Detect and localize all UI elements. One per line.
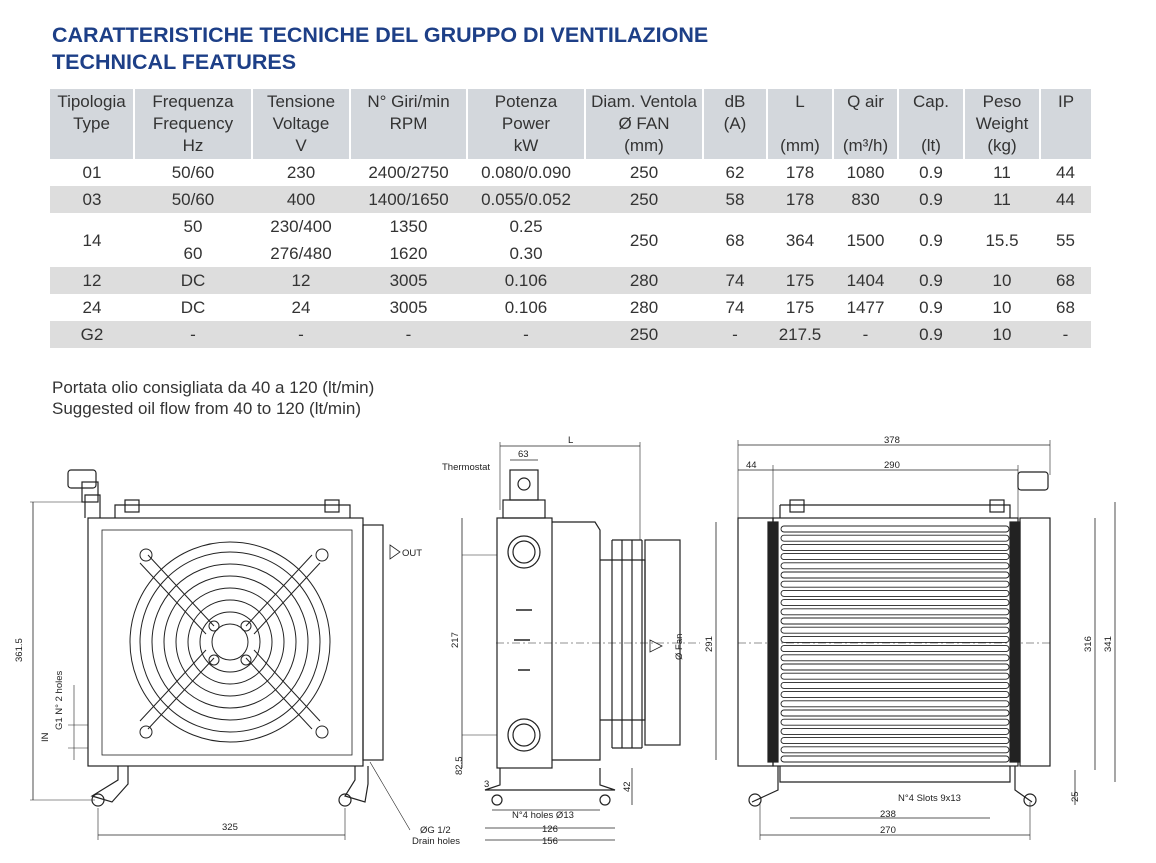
radiator-tube [781, 618, 1009, 624]
dim-side-217: 217 [450, 632, 461, 648]
dim-rear-378: 378 [884, 435, 900, 446]
dim-side-82: 82.5 [454, 756, 465, 775]
rear-view [716, 440, 1115, 840]
radiator-tube [781, 710, 1009, 716]
label-thermostat: Thermostat [442, 462, 491, 473]
dim-front-width: 325 [222, 822, 238, 833]
radiator-tube [781, 554, 1009, 560]
table-row: 24 DC 24 3005 0.106 280 74 175 1477 0.9 10 68 [82, 298, 1075, 317]
radiator-tube [781, 728, 1009, 734]
radiator-tube [781, 590, 1009, 596]
radiator-tube [781, 655, 1009, 661]
dim-rear-270: 270 [880, 825, 896, 836]
dim-side-156: 156 [542, 836, 558, 847]
dim-side-126: 126 [542, 824, 558, 835]
radiator-tube [781, 636, 1009, 642]
dim-side-L: L [568, 435, 574, 446]
side-view [462, 442, 700, 840]
page-title [52, 22, 708, 76]
dim-rear-316: 316 [1083, 636, 1094, 652]
radiator-tube [781, 627, 1009, 633]
radiator-tube [781, 600, 1009, 606]
radiator-tube [781, 719, 1009, 725]
table-row: G2 - - - - 250 - 217.5 - 0.9 10 - [50, 321, 1091, 348]
label-drain: Drain holes [412, 836, 461, 847]
dim-rear-291: 291 [704, 636, 715, 652]
header-fan-diameter: Diam. Ventola Ø FAN (mm) [585, 89, 703, 159]
fan-grille-icon [130, 542, 330, 742]
header-voltage: Tensione Voltage V [252, 89, 350, 159]
header-ip: IP [1040, 89, 1091, 159]
table-header-row [50, 89, 1091, 159]
label-rear-slots: N°4 Slots 9x13 [898, 793, 961, 804]
dim-side-42: 42 [622, 781, 633, 792]
header-capacity: Cap. (lt) [898, 89, 964, 159]
dim-side-3: 3 [484, 779, 490, 790]
radiator-fins [781, 526, 1009, 762]
dim-rear-25: 25 [1070, 791, 1081, 802]
table-row: 12 DC 12 3005 0.106 280 74 175 1404 0.9 10 68 [50, 267, 1091, 294]
label-side-holes: N°4 holes Ø13 [512, 810, 574, 821]
radiator-tube [781, 609, 1009, 615]
header-air-flow: Q air (m³/h) [833, 89, 898, 159]
table-row: 14 50 230/400 1350 0.25 250 68 364 1500 0.9 15.5 55 [82, 217, 1075, 250]
dimension-labels [14, 435, 1114, 847]
header-weight: Peso Weight (kg) [964, 89, 1040, 159]
title-italian: CARATTERISTICHE TECNICHE DEL GRUPPO DI VENTILAZIONE [52, 23, 709, 47]
header-type: Tipologia Type [50, 89, 134, 159]
label-in: IN [40, 732, 51, 742]
oil-flow-note-english: Suggested oil flow from 40 to 120 (lt/min) [52, 399, 361, 418]
radiator-tube [781, 572, 1009, 578]
title-english: TECHNICAL FEATURES [52, 50, 297, 74]
radiator-tube [781, 535, 1009, 541]
dim-side-63: 63 [518, 449, 529, 460]
front-view-frame [88, 518, 363, 766]
radiator-tube [781, 563, 1009, 569]
radiator-tube [781, 738, 1009, 744]
technical-drawing [0, 430, 1156, 863]
radiator-tube [781, 526, 1009, 532]
radiator-tube [781, 747, 1009, 753]
table-row: 03 50/60 400 1400/1650 0.055/0.052 250 58 178 830 0.9 11 44 [50, 186, 1091, 213]
dim-rear-238: 238 [880, 809, 896, 820]
dim-rear-44: 44 [746, 460, 757, 471]
radiator-tube [781, 701, 1009, 707]
dim-rear-290: 290 [884, 460, 900, 471]
label-fan-diameter: Ø Fan [674, 633, 685, 660]
radiator-tube [781, 544, 1009, 550]
table-row: 60 276/480 1620 0.30 [183, 244, 543, 263]
radiator-tube [781, 646, 1009, 652]
radiator-tube [781, 581, 1009, 587]
header-length: L (mm) [767, 89, 833, 159]
oil-flow-note [52, 377, 374, 419]
oil-flow-note-italian: Portata olio consigliata da 40 a 120 (lt/min) [52, 378, 375, 397]
header-frequency: Frequenza Frequency Hz [134, 89, 252, 159]
table-row: 01 50/60 230 2400/2750 0.080/0.090 250 62 178 1080 0.9 11 44 [82, 163, 1075, 182]
label-out: OUT [402, 548, 423, 559]
radiator-tube [781, 682, 1009, 688]
radiator-tube [781, 756, 1009, 762]
front-view [30, 470, 410, 840]
label-drain-size: ØG 1/2 [420, 825, 451, 836]
radiator-tube [781, 673, 1009, 679]
dim-rear-341: 341 [1103, 636, 1114, 652]
technical-features-table [50, 89, 1091, 348]
header-power: Potenza Power kW [467, 89, 585, 159]
radiator-tube [781, 692, 1009, 698]
dim-front-holes: G1 N° 2 holes [54, 670, 65, 730]
header-rpm: N° Giri/min RPM [350, 89, 467, 159]
header-db: dB (A) [703, 89, 767, 159]
radiator-tube [781, 664, 1009, 670]
dim-front-height: 361.5 [14, 638, 25, 662]
